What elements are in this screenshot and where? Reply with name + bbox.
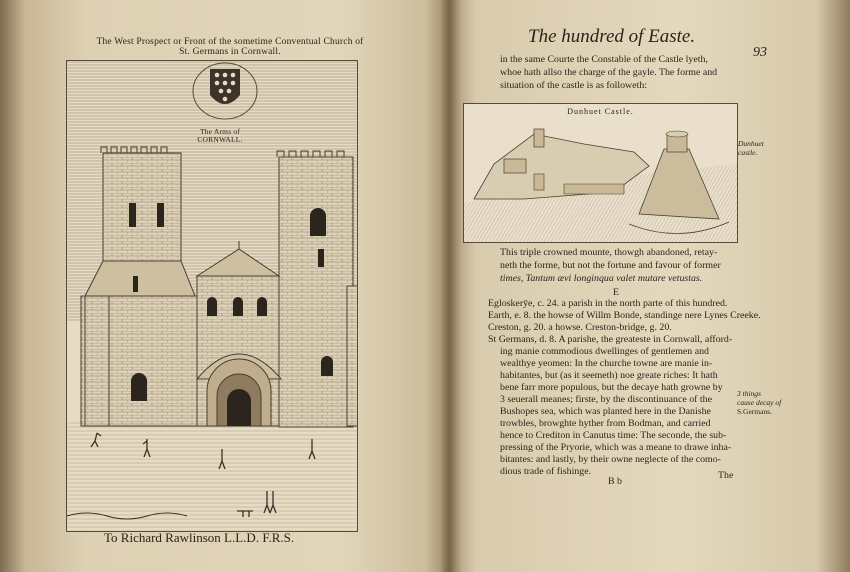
entry-line: Egloskerȳe, c. 24. a parish in the north parte of this hundred. bbox=[488, 298, 728, 309]
margin-note-castle-1: Dunhuet bbox=[738, 139, 764, 148]
castle-engraving-title: Dunhuet Castle. bbox=[567, 107, 634, 116]
text-line: whoe hath allso the charge of the gayle. The forme and bbox=[500, 67, 718, 78]
letter-heading: E bbox=[613, 287, 620, 298]
plate-caption-line-1: The West Prospect or Front of the sometime Conventual Church of bbox=[96, 37, 364, 47]
paragraph-line: neth the forme, but not the fortune and favour of former bbox=[500, 260, 721, 271]
entry-line: Creston, g. 20. a howse. Creston-bridge, g. 20. bbox=[488, 322, 672, 333]
entry-line: bene farr more populous, but the decaye hath growne by bbox=[500, 382, 723, 393]
paragraph-line: This triple crowned mounte, thowgh abandoned, retay- bbox=[500, 247, 718, 258]
arms-caption-line-1: The Arms of bbox=[199, 127, 241, 136]
entry-line: St Germans, d. 8. A parishe, the greateste in Cornwall, afford- bbox=[488, 334, 733, 345]
text-line: in the same Courte the Constable of the Castle lyeth, bbox=[500, 54, 708, 65]
margin-note-castle-2: castle. bbox=[738, 148, 758, 157]
entry-line: trowbles, browghte hyther from Bodman, and carried bbox=[500, 418, 711, 429]
page-number: 93 bbox=[753, 45, 767, 60]
entry-line: habitantes, but (as it seemeth) noe greate riches: It hath bbox=[500, 370, 718, 381]
entry-line: hence to Crediton in Canutus time: The seconde, the sub- bbox=[500, 430, 727, 441]
entry-line: pressing of the Pryorie, which was a meane to drawe inha- bbox=[500, 442, 732, 453]
entry-line: dious trade of fishinge. bbox=[500, 466, 592, 477]
entry-line: Bushopes sea, which was planted here in the Danishe bbox=[500, 406, 711, 417]
margin-note-decay-2: cause decay of bbox=[737, 398, 782, 407]
entry-line: 3 seuerall meanes; firste, by the discontinuance of the bbox=[500, 394, 712, 405]
catchword: The bbox=[718, 470, 734, 481]
running-head: The hundred of Easte. bbox=[528, 26, 696, 47]
entry-line: Earth, e. 8. the howse of Willm Bonde, standinge nere Lynes Creeke. bbox=[488, 310, 761, 321]
plate-dedication: To Richard Rawlinson L.L.D. F.R.S. bbox=[104, 530, 295, 545]
margin-note-decay-3: S.Germans. bbox=[737, 407, 772, 416]
plate-caption-line-2: St. Germans in Cornwall. bbox=[179, 47, 281, 57]
castle-drawing bbox=[464, 104, 737, 242]
castle-engraving bbox=[463, 103, 738, 243]
entry-line: bitantes: and lastly, by their owne neglecte of the como- bbox=[500, 454, 721, 465]
text-line: situation of the castle is as followeth: bbox=[500, 80, 647, 91]
paragraph-line: times, Tantum ævi longinqua valet mutare vetustas. bbox=[500, 273, 703, 284]
signature-mark: B b bbox=[608, 476, 622, 487]
margin-note-decay-1: 3 things bbox=[737, 389, 761, 398]
book-gutter bbox=[440, 0, 462, 572]
entry-line: wealthye yeomen: In the churche towne are manie in- bbox=[500, 358, 713, 369]
entry-line: ing manie commodious dwellinges of gentlemen and bbox=[500, 346, 709, 357]
arms-caption-line-2: CORNWALL. bbox=[197, 135, 243, 144]
